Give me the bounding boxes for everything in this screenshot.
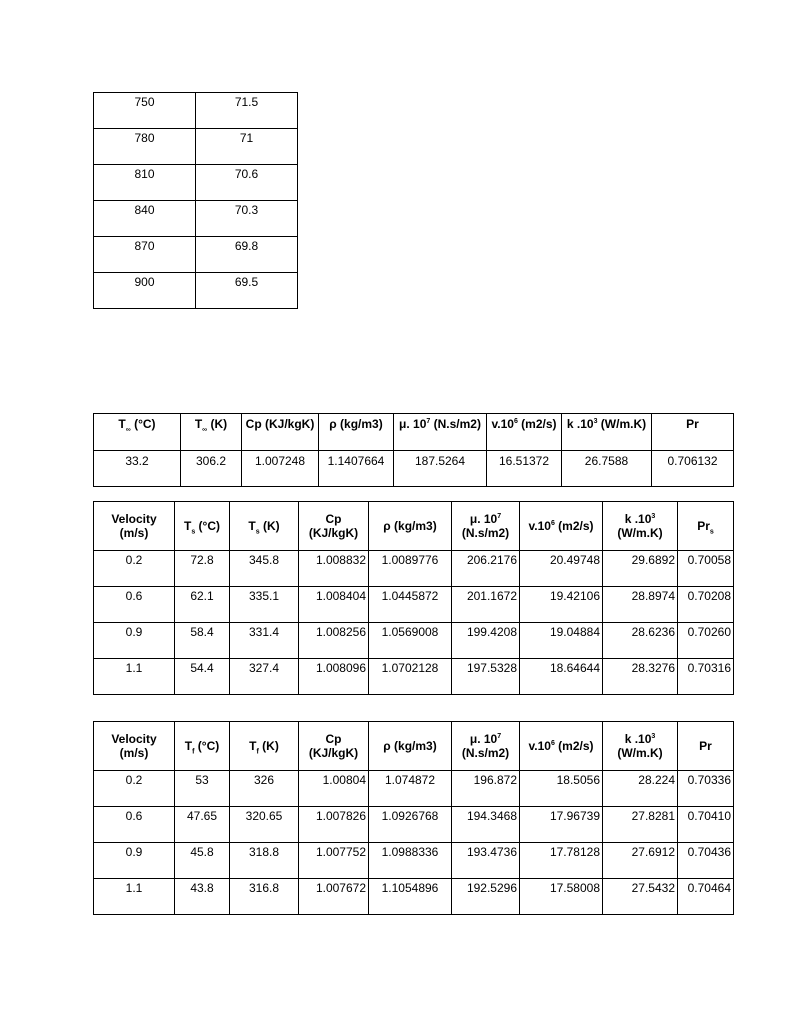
header-row (94, 414, 734, 451)
table-cell: 0.9 (94, 843, 175, 879)
table-cell: 28.224 (603, 771, 678, 807)
table-cell: 1.0926768 (369, 807, 452, 843)
table-cell: 320.65 (230, 807, 299, 843)
table-cell: 45.8 (175, 843, 230, 879)
table-cell: 26.7588 (562, 451, 652, 487)
table-cell: 0.70316 (678, 659, 734, 695)
table-cell: 0.706132 (652, 451, 734, 487)
table-cell: 58.4 (175, 623, 230, 659)
table-cell: 71.5 (196, 93, 298, 129)
table-cell: 27.5432 (603, 879, 678, 915)
table-cell: 72.8 (175, 551, 230, 587)
table-cell: 16.51372 (487, 451, 562, 487)
table-cell: 0.6 (94, 807, 175, 843)
table-cell: 1.0702128 (369, 659, 452, 695)
table-row (94, 659, 734, 695)
table-cell: 1.008832 (299, 551, 369, 587)
header-cp: Cp (KJ/kgK) (299, 502, 369, 551)
table-cell: 18.5056 (520, 771, 603, 807)
table-row (94, 879, 734, 915)
table-cell: 1.0445872 (369, 587, 452, 623)
header-row (94, 502, 734, 551)
table-cell: 206.2176 (452, 551, 520, 587)
table-cell: 750 (94, 93, 196, 129)
table-row (94, 201, 298, 237)
table-cell: 327.4 (230, 659, 299, 695)
table-cell: 1.007248 (242, 451, 319, 487)
header-cp: Cp (KJ/kgK) (242, 414, 319, 451)
table-cell: 0.70260 (678, 623, 734, 659)
table-cell: 53 (175, 771, 230, 807)
table-row (94, 623, 734, 659)
table-cell: 70.6 (196, 165, 298, 201)
film-properties-table (93, 721, 734, 915)
table-cell: 199.4208 (452, 623, 520, 659)
table-cell: 900 (94, 273, 196, 309)
table-cell: 1.1407664 (319, 451, 394, 487)
header-density: ρ (kg/m3) (369, 722, 452, 771)
table-cell: 0.70436 (678, 843, 734, 879)
table-cell: 29.6892 (603, 551, 678, 587)
table-row (94, 129, 298, 165)
table-cell: 1.1 (94, 879, 175, 915)
table-cell: 187.5264 (394, 451, 487, 487)
table-cell: 318.8 (230, 843, 299, 879)
header-prandtl: Pr (678, 722, 734, 771)
table-cell: 1.007752 (299, 843, 369, 879)
table-cell: 1.0988336 (369, 843, 452, 879)
table-cell: 71 (196, 129, 298, 165)
table-cell: 18.64644 (520, 659, 603, 695)
table-cell: 0.70208 (678, 587, 734, 623)
table-cell: 17.58008 (520, 879, 603, 915)
table-cell: 27.8281 (603, 807, 678, 843)
table-cell: 335.1 (230, 587, 299, 623)
table-cell: 1.008096 (299, 659, 369, 695)
table-cell: 1.1054896 (369, 879, 452, 915)
table-cell: 62.1 (175, 587, 230, 623)
header-kinematic-viscosity: $v.10^6$ (m2/s) (520, 502, 603, 551)
table-row (94, 551, 734, 587)
table-cell: 840 (94, 201, 196, 237)
table-cell: 0.9 (94, 623, 175, 659)
header-temperature-c: $T_\infty$ (°C) (94, 414, 181, 451)
table-cell: 1.0089776 (369, 551, 452, 587)
table-cell: 1.008404 (299, 587, 369, 623)
table-cell: 201.1672 (452, 587, 520, 623)
table-cell: 47.65 (175, 807, 230, 843)
table-cell: 196.872 (452, 771, 520, 807)
table-cell: 28.8974 (603, 587, 678, 623)
header-density: ρ (kg/m3) (319, 414, 394, 451)
table-cell: 54.4 (175, 659, 230, 695)
table-cell: 33.2 (94, 451, 181, 487)
header-density: ρ (kg/m3) (369, 502, 452, 551)
table-row (94, 165, 298, 201)
table-cell: 0.2 (94, 551, 175, 587)
table-row (94, 273, 298, 309)
table-cell: 28.6236 (603, 623, 678, 659)
table-cell: 1.074872 (369, 771, 452, 807)
table-row (94, 843, 734, 879)
header-prandtl: $Pr_s$ (678, 502, 734, 551)
header-temperature-k: $T_f$ (K) (230, 722, 299, 771)
table-cell: 1.0569008 (369, 623, 452, 659)
header-viscosity: μ. $10^7$ (N.s/m2) (452, 502, 520, 551)
freestream-properties-table (93, 413, 734, 487)
table-cell: 27.6912 (603, 843, 678, 879)
table-cell: 0.70336 (678, 771, 734, 807)
temperature-value-table (93, 92, 298, 309)
header-conductivity: k $.10^3$ (W/m.K) (603, 502, 678, 551)
table-cell: 19.42106 (520, 587, 603, 623)
table-cell: 1.008256 (299, 623, 369, 659)
table-cell: 43.8 (175, 879, 230, 915)
table-cell: 70.3 (196, 201, 298, 237)
table-cell: 0.70464 (678, 879, 734, 915)
table-cell: 810 (94, 165, 196, 201)
header-temperature-c: $T_f$ (°C) (175, 722, 230, 771)
table-cell: 1.007826 (299, 807, 369, 843)
surface-properties-table (93, 501, 734, 695)
header-viscosity: μ. $10^7$ (N.s/m2) (452, 722, 520, 771)
table-cell: 0.6 (94, 587, 175, 623)
table-cell: 0.70410 (678, 807, 734, 843)
table-cell: 316.8 (230, 879, 299, 915)
header-temperature-k: $T_\infty$ (K) (181, 414, 242, 451)
table-cell: 69.8 (196, 237, 298, 273)
table-row (94, 587, 734, 623)
header-velocity: Velocity (m/s) (94, 502, 175, 551)
table-cell: 1.1 (94, 659, 175, 695)
table-row (94, 807, 734, 843)
header-temperature-k: $T_s$ (K) (230, 502, 299, 551)
header-kinematic-viscosity: $v.10^6$ (m2/s) (487, 414, 562, 451)
table-cell: 780 (94, 129, 196, 165)
table-cell: 192.5296 (452, 879, 520, 915)
table-cell: 193.4736 (452, 843, 520, 879)
table-cell: 870 (94, 237, 196, 273)
header-conductivity: k $.10^3$ (W/m.K) (562, 414, 652, 451)
table-cell: 326 (230, 771, 299, 807)
table-cell: 331.4 (230, 623, 299, 659)
header-velocity: Velocity (m/s) (94, 722, 175, 771)
table-cell: 306.2 (181, 451, 242, 487)
table-cell: 1.00804 (299, 771, 369, 807)
header-conductivity: k $.10^3$ (W/m.K) (603, 722, 678, 771)
header-cp: Cp (KJ/kgK) (299, 722, 369, 771)
header-row (94, 722, 734, 771)
table-row (94, 451, 734, 487)
header-kinematic-viscosity: $v.10^6$ (m2/s) (520, 722, 603, 771)
table-cell: 17.96739 (520, 807, 603, 843)
table-row (94, 237, 298, 273)
table-cell: 1.007672 (299, 879, 369, 915)
table-cell: 197.5328 (452, 659, 520, 695)
table-cell: 19.04884 (520, 623, 603, 659)
table-cell: 20.49748 (520, 551, 603, 587)
table-row (94, 93, 298, 129)
header-prandtl: Pr (652, 414, 734, 451)
header-viscosity: μ. $10^7$ (N.s/m2) (394, 414, 487, 451)
table-cell: 194.3468 (452, 807, 520, 843)
table-cell: 17.78128 (520, 843, 603, 879)
table-cell: 28.3276 (603, 659, 678, 695)
table-row (94, 771, 734, 807)
header-temperature-c: $T_s$ (°C) (175, 502, 230, 551)
table-cell: 69.5 (196, 273, 298, 309)
table-cell: 0.2 (94, 771, 175, 807)
table-cell: 0.70058 (678, 551, 734, 587)
table-cell: 345.8 (230, 551, 299, 587)
